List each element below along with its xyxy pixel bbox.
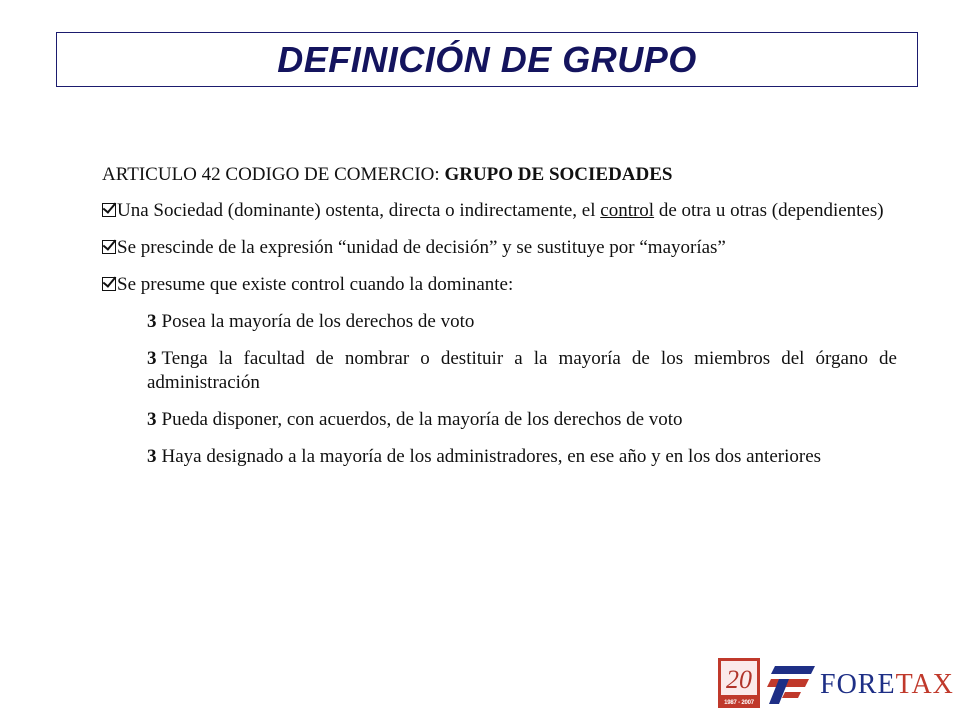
item-text-pre: Una Sociedad (dominante) ostenta, directa o indirectamente, el xyxy=(117,200,601,221)
bullet-icon: 3 xyxy=(147,311,157,332)
slide-title: DEFINICIÓN DE GRUPO xyxy=(277,38,697,80)
bullet-icon: 3 xyxy=(147,348,157,369)
sub-item-text: Tenga la facultad de nombrar o destituir a la mayoría de los miembros del órgano de administración xyxy=(147,348,897,393)
checklist-item xyxy=(102,273,897,297)
brand-name-part1: FORE xyxy=(820,669,896,700)
slide-content xyxy=(102,163,897,482)
anniversary-years: 1987 - 2007 xyxy=(724,700,754,706)
sub-item-text: Haya designado a la mayoría de los administradores, en ese año y en los dos anteriores xyxy=(161,446,822,467)
item-text: Se presume que existe control cuando la dominante: xyxy=(117,274,514,295)
sub-item-text: Posea la mayoría de los derechos de voto xyxy=(161,311,475,332)
foretax-mark-icon xyxy=(765,662,817,706)
sub-item xyxy=(147,408,897,432)
brand-name-part2: TAX xyxy=(895,669,954,700)
title-box xyxy=(56,32,918,87)
brand-name xyxy=(820,669,954,701)
checkbox-checked-icon xyxy=(102,203,116,217)
item-text: Se prescinde de la expresión “unidad de decisión” y se sustituye por “mayorías” xyxy=(117,237,726,258)
checklist-item xyxy=(102,199,897,223)
foretax-logo xyxy=(718,658,954,710)
heading-prefix: ARTICULO 42 CODIGO DE COMERCIO: xyxy=(102,164,440,185)
item-text-post: de otra u otras (dependientes) xyxy=(654,200,884,221)
bullet-icon: 3 xyxy=(147,446,157,467)
anniversary-mark: 20 xyxy=(726,665,752,694)
item-text-underlined: control xyxy=(600,200,655,221)
sub-item xyxy=(147,310,897,334)
sub-item xyxy=(147,347,897,395)
checkbox-checked-icon xyxy=(102,240,116,254)
heading-bold: GRUPO DE SOCIEDADES xyxy=(444,164,673,185)
sub-item xyxy=(147,445,897,469)
article-heading xyxy=(102,163,897,187)
checkbox-checked-icon xyxy=(102,277,116,291)
sub-item-text: Pueda disponer, con acuerdos, de la mayoría de los derechos de voto xyxy=(161,409,683,430)
bullet-icon: 3 xyxy=(147,409,157,430)
checklist-item xyxy=(102,236,897,260)
